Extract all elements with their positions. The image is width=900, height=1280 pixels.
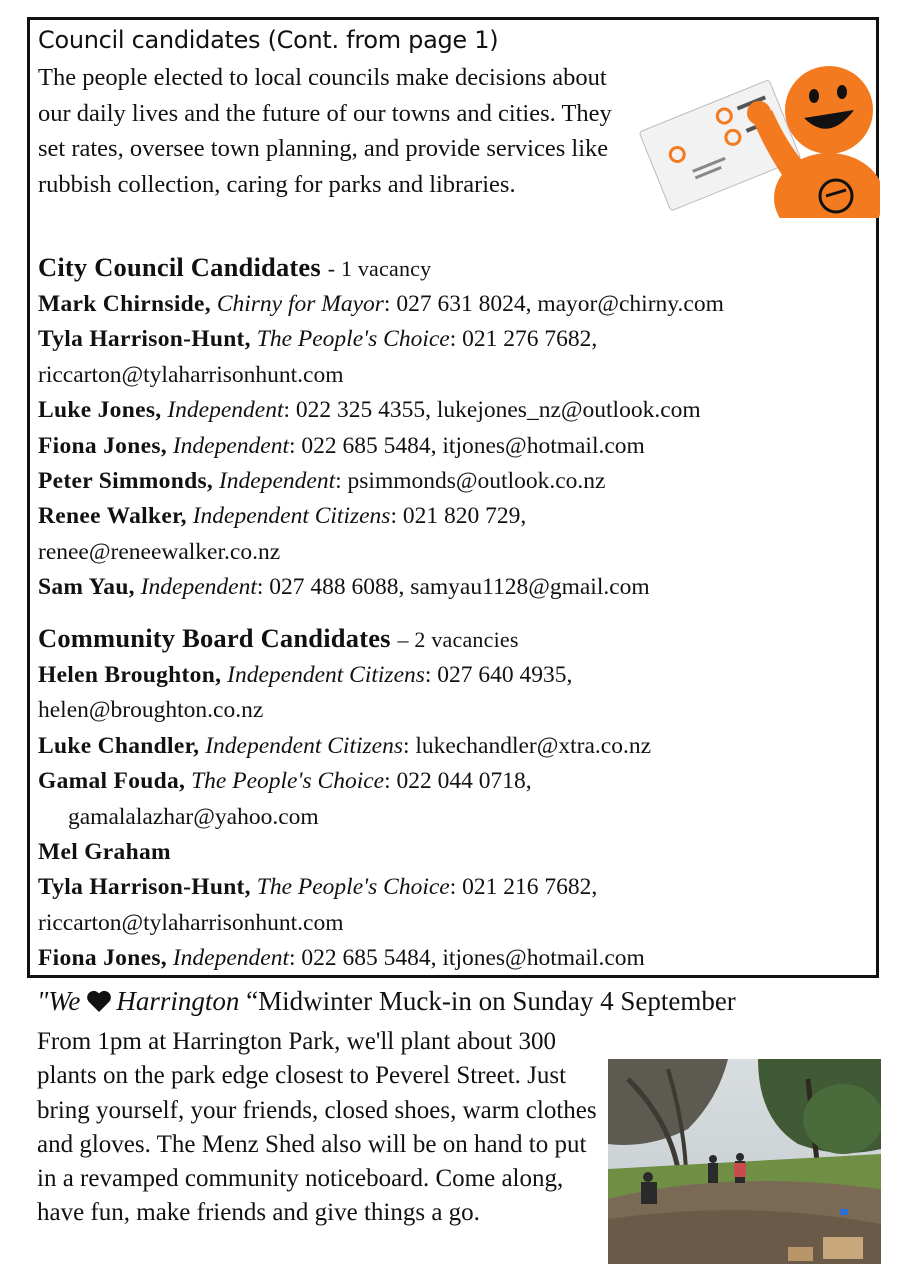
list-item: Renee Walker, Independent Citizens: 021 820 729, renee@reneewalker.co.nz (38, 503, 527, 565)
list-item: Luke Chandler, Independent Citizens: lukechandler@xtra.co.nz (38, 732, 652, 759)
community-board-list (38, 658, 873, 977)
park-planting-photo (608, 1059, 881, 1264)
heart-icon (86, 989, 112, 1013)
list-item: Helen Broughton, Independent Citizens: 027 640 4935, helen@broughton.co.nz (38, 662, 573, 724)
city-council-heading: City Council Candidates - 1 vacancy (38, 252, 432, 282)
event-text: From 1pm at Harrington Park, we'll plant about 300 plants on the park edge closest to Peverel Street. Just bring yourself, your friends, closed shoes, warm clothes and gloves. The Menz Shed also will be on hand to put in a revamped community noticeboard. Come along, have fun, make friends and give things a go. (37, 1028, 597, 1227)
city-council-list (38, 287, 873, 606)
list-item: Luke Jones, Independent: 022 325 4355, lukejones_nz@outlook.com (38, 397, 701, 424)
intro-text: The people elected to local councils make decisions about our daily lives and the future of our towns and cities. They set rates, oversee town planning, and provide services like rubbish collection, caring for parks and libraries. (38, 64, 612, 198)
community-board-vacancy: – 2 vacancies (397, 627, 519, 652)
city-council-vacancy: - 1 vacancy (327, 256, 432, 281)
list-item: Mark Chirnside, Chirny for Mayor: 027 631 8024, mayor@chirny.com (38, 291, 724, 317)
list-item: Fiona Jones, Independent: 022 685 5484, itjones@hotmail.com (38, 432, 645, 459)
community-board-heading: Community Board Candidates – 2 vacancies (38, 623, 519, 653)
list-item: Gamal Fouda, The People's Choice: 022 044 0718, gamalalazhar@yahoo.com (38, 768, 532, 830)
mascot-with-card-image (624, 58, 880, 218)
list-item: Mel Graham (38, 839, 171, 866)
list-item: Peter Simmonds, Independent: psimmonds@outlook.co.nz (38, 468, 606, 495)
intro-title: Council candidates (Cont. from page 1) (38, 26, 499, 54)
list-item: Sam Yau, Independent: 027 488 6088, samyau1128@gmail.com (38, 574, 650, 601)
list-item: Tyla Harrison-Hunt, The People's Choice: 021 216 7682, riccarton@tylaharrisonhunt.com (38, 874, 598, 936)
event-title: "We Harrington “Midwinter Muck-in on Sunday 4 September (37, 986, 736, 1016)
list-item: Fiona Jones, Independent: 022 685 5484, itjones@hotmail.com (38, 945, 645, 972)
council-candidates-box (27, 17, 879, 978)
list-item: Tyla Harrison-Hunt, The People's Choice: 021 276 7682, riccarton@tylaharrisonhunt.com (38, 326, 598, 388)
